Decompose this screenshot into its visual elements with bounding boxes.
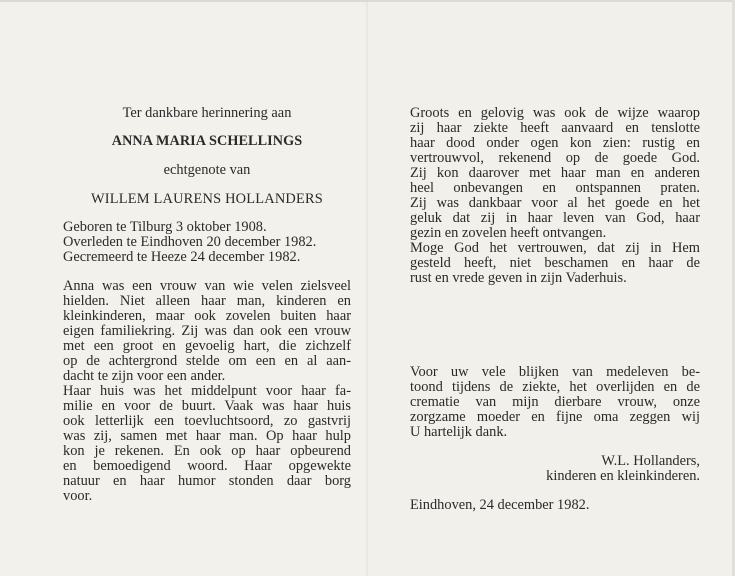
tribute-line: en bemoedigend woord. Haar opgewekte — [63, 458, 351, 474]
card-fold — [366, 0, 368, 576]
faith-line: gezin en zovelen heeft ontvangen. — [410, 225, 607, 241]
faith-line: gesteld heeft, niet beschamen en haar de — [410, 255, 700, 271]
faith-line: Groots en gelovig was ook de wijze waarop — [410, 105, 700, 121]
signature-name: W.L. Hollanders, — [601, 453, 700, 469]
tribute-line: voor. — [63, 488, 93, 504]
tribute-line: was zij, samen met haar man. Op haar hulp — [63, 428, 351, 444]
tribute-line: milie en voor de buurt. Vaak was haar huis — [63, 398, 351, 414]
tribute-line: met een groot en gevoelig hart, die zichzelf — [63, 338, 351, 354]
signature-family: kinderen en kleinkinderen. — [546, 468, 700, 484]
thanks-line: Voor uw vele blijken van medeleven be- — [410, 364, 700, 380]
tribute-line: eigen familiekring. Zij was dan ook een vrouw — [63, 323, 351, 339]
tribute-line: ook letterlijk een toevluchtsoord, zo gastvrij — [63, 413, 351, 429]
birth-line: Geboren te Tilburg 3 oktober 1908. — [63, 219, 267, 235]
relation-line: echtgenote van — [163, 162, 251, 178]
tribute-line: kleinkinderen, maar ook zovelen buiten haar — [63, 308, 351, 324]
faith-line: Zij was dankbaar voor al het goede en het — [410, 195, 700, 211]
tribute-line: op de achtergrond stelde om een en al aan- — [63, 353, 351, 369]
death-line: Overleden te Eindhoven 20 december 1982. — [63, 234, 317, 250]
tribute-line: natuur en haar humor stonden daar borg — [63, 473, 351, 489]
tribute-line: Haar huis was het middelpunt voor haar fa- — [63, 383, 351, 399]
spouse-name: WILLEM LAURENS HOLLANDERS — [90, 191, 324, 207]
tribute-line: kon je rekenen. En ook op haar opbeurend — [63, 443, 351, 459]
faith-line: Moge God het vertrouwen, dat zij in Hem — [410, 240, 700, 256]
faith-line: zij haar ziekte heeft aanvaard en tenslotte — [410, 120, 700, 136]
tribute-line: dacht te zijn voor een ander. — [63, 368, 226, 384]
tribute-line: hielden. Niet alleen haar man, kinderen en — [63, 293, 351, 309]
card-top-edge — [0, 0, 735, 2]
intro-line: Ter dankbare herinnering aan — [122, 105, 292, 121]
faith-line: heel onbevangen en ontspannen praten. — [410, 180, 700, 196]
faith-line: haar dood onder ogen kon zien: rustig en — [410, 135, 700, 151]
tribute-line: Anna was een vrouw van wie velen zielsveel — [63, 278, 351, 294]
faith-line: Zij kon daarover met haar man en anderen — [410, 165, 700, 181]
thanks-line: zorgzame moeder en fijne oma zeggen wij — [410, 409, 700, 425]
place-date: Eindhoven, 24 december 1982. — [410, 497, 590, 513]
deceased-name: ANNA MARIA SCHELLINGS — [111, 133, 303, 149]
right-page — [368, 0, 735, 576]
thanks-line: U hartelijk dank. — [410, 424, 508, 440]
cremation-line: Gecremeerd te Heeze 24 december 1982. — [63, 249, 301, 265]
faith-line: vertrouwvol, rekenend op de goede God. — [410, 150, 700, 166]
faith-line: geluk dat zij in haar leven van God, haar — [410, 210, 700, 226]
thanks-line: crematie van mijn dierbare vrouw, onze — [410, 394, 700, 410]
faith-line: rust en vrede geven in zijn Vaderhuis. — [410, 270, 627, 286]
thanks-line: toond tijdens de ziekte, het overlijden en de — [410, 379, 700, 395]
